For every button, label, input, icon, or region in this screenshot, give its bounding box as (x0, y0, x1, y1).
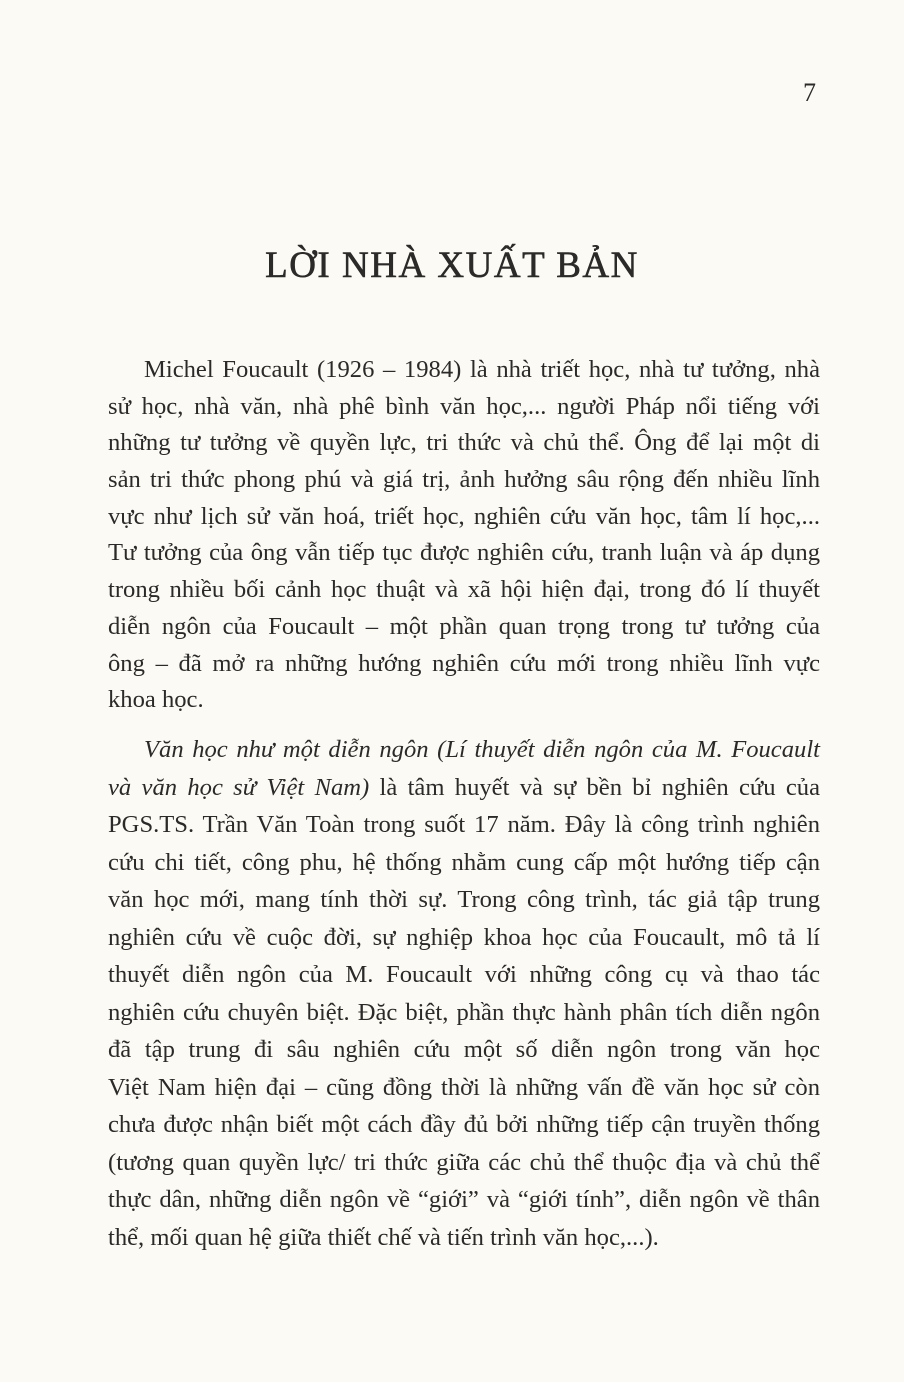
text-line: PGS.TS. Trần Văn Toàn trong suốt 17 năm. Đây là công trình nghiên (108, 811, 820, 838)
book-title-italic: và văn học sử Việt Nam) (108, 773, 370, 801)
text-line: thực dân, những diễn ngôn về “giới” và “giới tính”, diễn ngôn về thân (108, 1186, 820, 1213)
text-line: đã tập trung đi sâu nghiên cứu một số diễn ngôn trong văn học (108, 1036, 820, 1063)
text-line: văn học mới, mang tính thời sự. Trong công trình, tác giả tập trung (108, 886, 820, 913)
text-line (108, 731, 820, 769)
page-title: LỜI NHÀ XUẤT BẢN (265, 245, 639, 286)
text-line: những tư tưởng về quyền lực, tri thức và chủ thể. Ông để lại một di (108, 429, 820, 457)
text-line: cứu chi tiết, công phu, hệ thống nhằm cung cấp một hướng tiếp cận (108, 848, 820, 876)
text-line: Việt Nam hiện đại – cũng đồng thời là những vấn đề văn học sử còn (108, 1073, 820, 1101)
text-line: sản tri thức phong phú và giá trị, ảnh hưởng sâu rộng đến nhiều lĩnh (108, 466, 820, 494)
book-title-italic: Văn học như một diễn ngôn (Lí thuyết diễn ngôn của M. Foucault (144, 736, 820, 763)
text-line: diễn ngôn của Foucault – một phần quan trọng trong tư tưởng của (108, 612, 820, 640)
text-line: nghiên cứu về cuộc đời, sự nghiệp khoa học của Foucault, mô tả lí (108, 923, 820, 951)
text-line: chưa được nhận biết một cách đầy đủ bởi những tiếp cận truyền thống (108, 1111, 820, 1138)
text-line: thuyết diễn ngôn của M. Foucault với những công cụ và thao tác (108, 961, 820, 988)
text-line: vực như lịch sử văn hoá, triết học, nghiên cứu văn học, tâm lí học,... (108, 502, 820, 530)
text-line: Tư tưởng của ông vẫn tiếp tục được nghiên cứu, tranh luận và áp dụng (108, 539, 820, 567)
text-line: khoa học. (108, 686, 204, 714)
text-line: thể, mối quan hệ giữa thiết chế và tiến trình văn học,...). (108, 1223, 659, 1251)
text-line: nghiên cứu chuyên biệt. Đặc biệt, phần thực hành phân tích diễn ngôn (108, 998, 820, 1026)
paragraph-2 (108, 731, 820, 1256)
text-line: và văn học sử Việt Nam) là tâm huyết và sự bền bỉ nghiên cứu của (108, 773, 820, 801)
page-number: 7 (803, 78, 816, 107)
text-line: Michel Foucault (1926 – 1984) là nhà triết học, nhà tư tưởng, nhà (144, 356, 820, 383)
paragraph-1 (108, 352, 820, 719)
text-line: (tương quan quyền lực/ tri thức giữa các chủ thể thuộc địa và chủ thể (108, 1148, 820, 1176)
text-line: ông – đã mở ra những hướng nghiên cứu mới trong nhiều lĩnh vực (108, 649, 820, 677)
text-line: sử học, nhà văn, nhà phê bình văn học,... người Pháp nổi tiếng với (108, 392, 820, 420)
text-line: trong nhiều bối cảnh học thuật và xã hội hiện đại, trong đó lí thuyết (108, 576, 820, 604)
